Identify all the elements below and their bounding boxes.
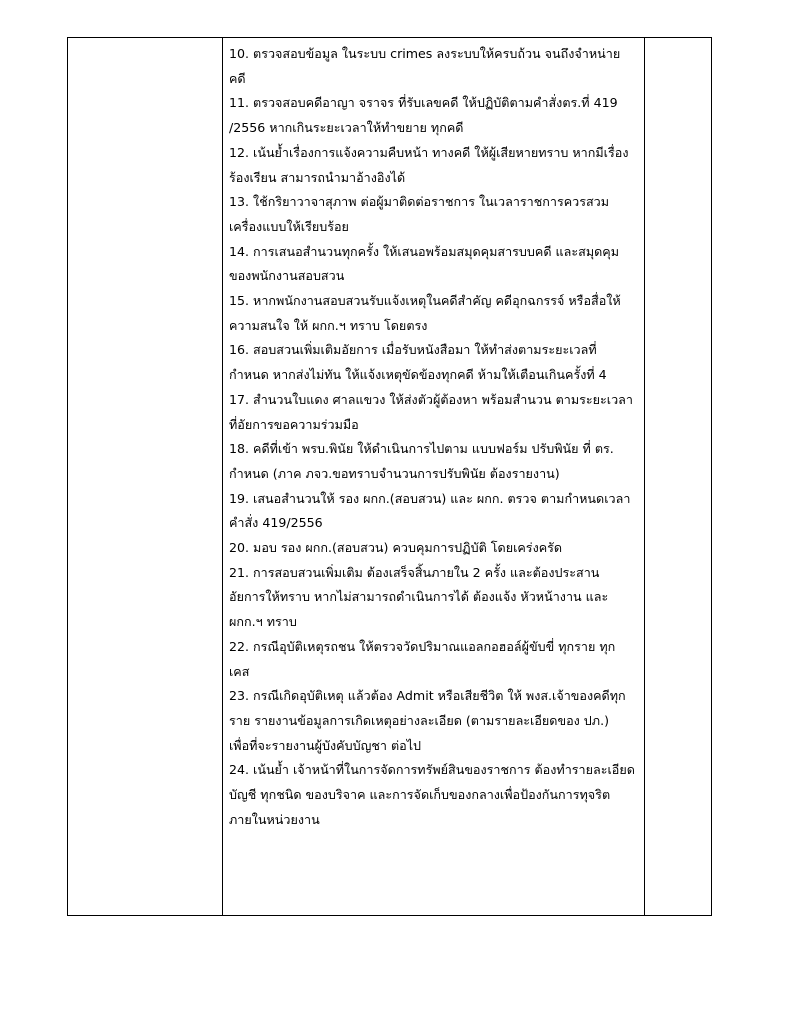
policy-item: [229, 388, 639, 437]
policy-item-line: ที่อัยการขอความร่วมมือ: [229, 416, 359, 432]
policy-item-line: 11. ตรวจสอบคดีอาญา จราจร ที่รับเลขคดี ให้ปฏิบัติตามคำสั่งตร.ที่ 419: [229, 95, 618, 111]
policy-item-line: ร้องเรียน สามารถนำมาอ้างอิงได้: [229, 169, 406, 185]
policy-item-line: บัญชี ทุกชนิด ของบริจาค และการจัดเก็บของกลางเพื่อป้องกันการทุจริต: [229, 787, 611, 803]
policy-item-line: 21. การสอบสวนเพิ่มเติม ต้องเสร็จสิ้นภายใน 2 ครั้ง และต้องประสาน: [229, 564, 600, 580]
policy-item-line: คดี: [229, 70, 246, 86]
table-column-divider-right: [644, 38, 645, 915]
policy-item-line: 19. เสนอสำนวนให้ รอง ผกก.(สอบสวน) และ ผกก. ตรวจ ตามกำหนดเวลา: [229, 490, 631, 506]
policy-item-line: ความสนใจ ให้ ผกก.ฯ ทราบ โดยตรง: [229, 317, 428, 333]
policy-item: [229, 684, 639, 758]
document-table: [67, 37, 712, 916]
policy-item-line: เพื่อที่จะรายงานผู้บังคับบัญชา ต่อไป: [229, 737, 422, 753]
policy-item-line: 12. เน้นย้ำเรื่องการแจ้งความคืบหน้า ทางคดี ให้ผู้เสียหายทราบ หากมีเรื่อง: [229, 144, 629, 160]
policy-item: [229, 758, 639, 832]
policy-item-line: เครื่องแบบให้เรียบร้อย: [229, 218, 349, 234]
policy-item: [229, 240, 639, 289]
policy-item-line: /2556 หากเกินระยะเวลาให้ทำขยาย ทุกคดี: [229, 120, 464, 136]
policy-item: [229, 561, 639, 635]
policy-item: [229, 536, 639, 561]
policy-item-line: เคส: [229, 663, 250, 679]
policy-item: [229, 190, 639, 239]
table-column-divider-left: [222, 38, 223, 915]
policy-item-line: 17. สำนวนใบแดง ศาลแขวง ให้ส่งตัวผู้ต้องหา พร้อมสำนวน ตามระยะเวลา: [229, 391, 633, 407]
policy-item-line: 15. หากพนักงานสอบสวนรับแจ้งเหตุในคดีสำคัญ คดีอุกฉกรรจ์ หรือสื่อให้: [229, 293, 621, 309]
policy-item-line: 10. ตรวจสอบข้อมูล ในระบบ crimes ลงระบบให้ครบถ้วน จนถึงจำหน่าย: [229, 46, 621, 61]
policy-item-line: ของพนักงานสอบสวน: [229, 268, 345, 284]
policy-item: [229, 338, 639, 387]
policy-item-line: 13. ใช้กริยาวาจาสุภาพ ต่อผู้มาติดต่อราชการ ในเวลาราชการควรสวม: [229, 194, 610, 210]
policy-item-line: 14. การเสนอสำนวนทุกครั้ง ให้เสนอพร้อมสมุดคุมสารบบคดี และสมุดคุม: [229, 243, 620, 259]
policy-item-line: 23. กรณีเกิดอุบัติเหตุ แล้วต้อง Admit หรือเสียชีวิต ให้ พงส.เจ้าของคดีทุก: [229, 688, 626, 704]
policy-item-line: คำสั่ง 419/2556: [229, 515, 323, 531]
policy-item-line: ภายในหน่วยงาน: [229, 811, 320, 827]
policy-item-line: 20. มอบ รอง ผกก.(สอบสวน) ควบคุมการปฏิบัติ โดยเคร่งครัด: [229, 540, 563, 556]
policy-item: [229, 437, 639, 486]
policy-item-list: [229, 42, 639, 833]
policy-item-line: กำหนด หากส่งไม่ทัน ให้แจ้งเหตุขัดข้องทุกคดี ห้ามให้เตือนเกินครั้งที่ 4: [229, 367, 607, 383]
policy-item: [229, 141, 639, 190]
policy-item-line: 18. คดีที่เข้า พรบ.พินัย ให้ดำเนินการไปตาม แบบฟอร์ม ปรับพินัย ที่ ตร.: [229, 441, 614, 457]
policy-item-line: กำหนด (ภาค ภจว.ขอทราบจำนวนการปรับพินัย ต้องรายงาน): [229, 465, 560, 481]
policy-item: [229, 635, 639, 684]
policy-item: [229, 289, 639, 338]
policy-item: [229, 42, 639, 91]
policy-item-line: ผกก.ฯ ทราบ: [229, 614, 297, 630]
policy-item-line: อัยการให้ทราบ หากไม่สามารถดำเนินการได้ ต้องแจ้ง หัวหน้างาน และ: [229, 589, 609, 605]
policy-item-line: ราย รายงานข้อมูลการเกิดเหตุอย่างละเอียด (ตามรายละเอียดของ ปภ.): [229, 712, 610, 728]
policy-item: [229, 487, 639, 536]
policy-item-line: 16. สอบสวนเพิ่มเติมอัยการ เมื่อรับหนังสือมา ให้ทำส่งตามระยะเวลที่: [229, 342, 597, 358]
policy-item-line: 22. กรณีอุบัติเหตุรถชน ให้ตรวจวัดปริมาณแอลกอฮอล์ผู้ขับขี่ ทุกราย ทุก: [229, 638, 616, 654]
policy-item: [229, 91, 639, 140]
policy-item-line: 24. เน้นย้ำ เจ้าหน้าที่ในการจัดการทรัพย์สินของราชการ ต้องทำรายละเอียด: [229, 762, 635, 778]
